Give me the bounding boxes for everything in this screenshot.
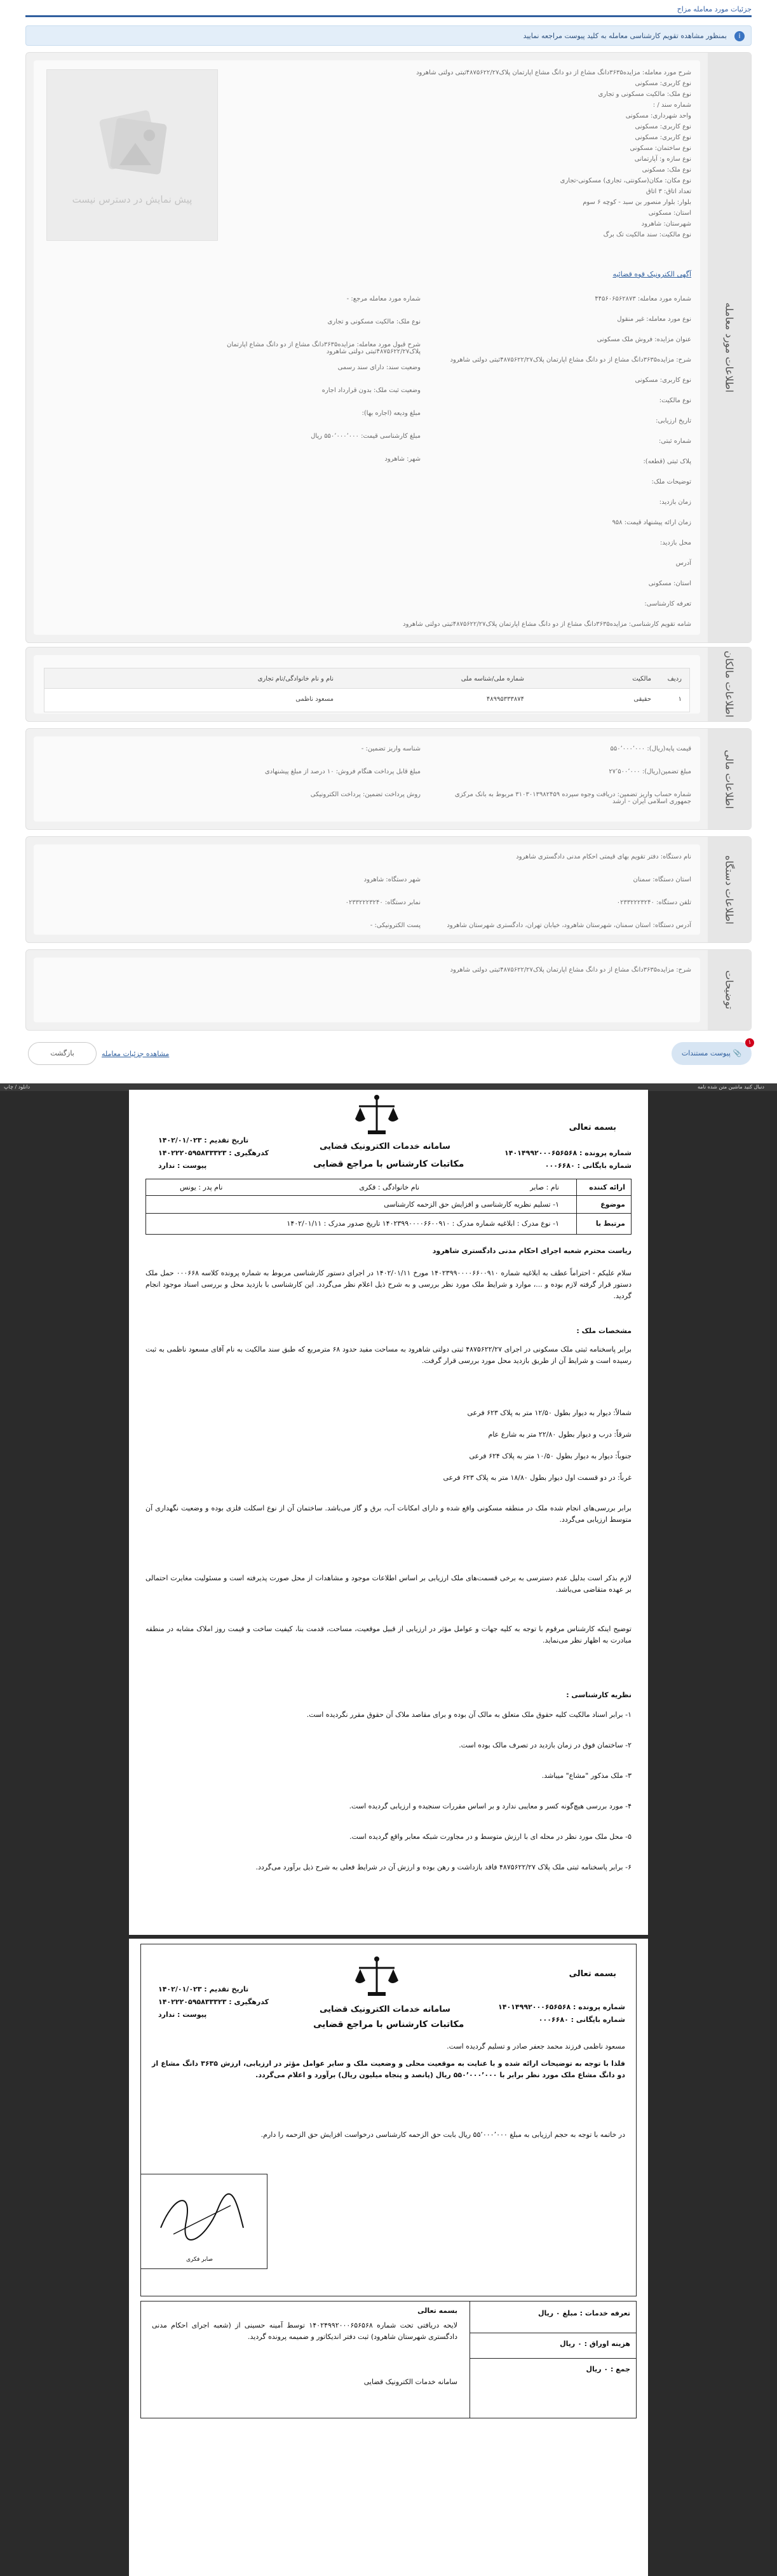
financial-left-line-2: روش پرداخت تضمین: پرداخت الکترونیکی bbox=[310, 791, 421, 798]
field-right-16: شامه تقویم کارشناسی: مزایده۳۶۳۵دانگ مشاع از دو دانگ مشاع اپارتمان پلاک۴۸۷۵۶۲۲/۲۷ثبتی دولتی شاهرود bbox=[403, 621, 691, 628]
field-left-4: وضعیت ثبت ملک: بدون قرارداد اجاره bbox=[321, 387, 421, 394]
field-right-12: محل بازدید: bbox=[659, 539, 691, 546]
doc2-tax: هزینه اوراق : ۰ ریال bbox=[560, 2340, 630, 2348]
doc1-para2: برابر بررسی‌های انجام شده ملک در منطقه مسکونی واقع شده و دارای امکانات آب، برق و گاز می‌باشد. ساختمان آن از نوع اسکلت فلزی بوده و وضعیت نگهداری آن متوسط ارزیابی می‌گردد. bbox=[145, 1504, 632, 1524]
doc1-opinion-2: ۳- ملک مذکور "مشاع" میباشد. bbox=[541, 1772, 632, 1780]
attachments-button[interactable] bbox=[672, 1042, 752, 1065]
description-text: شرح: مزایده۳۶۳۵دانگ مشاع از دو دانگ مشاع اپارتمان پلاک۴۸۷۵۶۲۲/۲۷ثبتی دولتی شاهرود bbox=[450, 966, 691, 973]
col-row: ردیف bbox=[667, 675, 682, 682]
doc1-opinion-1: ۲- ساختمان فوق در زمان بازدید در تصرف مالک بوده است. bbox=[459, 1741, 632, 1749]
doc2-footer-rule-2 bbox=[470, 2358, 637, 2359]
org-left-line-2: پست الکترونیکی: - bbox=[370, 922, 421, 929]
doc1-sender-father: نام پدر : یونس bbox=[180, 1183, 223, 1191]
summary-line-7: نوع ساختمان: مسکونی bbox=[630, 145, 691, 152]
table-row bbox=[44, 689, 689, 712]
deal-info-body bbox=[34, 60, 700, 635]
owners-card bbox=[25, 647, 752, 722]
col-national-id: شماره ملی/شناسه ملی bbox=[461, 675, 524, 682]
viewer-toolbar-left[interactable]: دانلود / چاپ bbox=[4, 1084, 30, 1090]
financial-left-line-1: مبلغ قابل پرداخت هنگام فروش: ۱۰ درصد از مبلغ پیشنهادی bbox=[264, 768, 421, 775]
deal-info-title: اطلاعات مورد معامله bbox=[723, 302, 736, 393]
financial-left-line-0: شناسه واریز تضمین: - bbox=[361, 745, 421, 752]
doc2-archive-no: شماره بایگانی : ۰۰۰۶۶۸۰ bbox=[538, 2016, 625, 2024]
field-right-3: شرح: مزایده۳۶۳۵دانگ مشاع از دو دانگ مشاع اپارتمان پلاک۴۸۷۵۶۲۲/۲۷ثبتی دولتی شاهرود bbox=[450, 356, 691, 363]
doc1-archive-no: شماره بایگانی : ۰۰۰۶۶۸۰ bbox=[544, 1162, 632, 1170]
doc2-attachment: پیوست : ندارد bbox=[158, 2010, 207, 2019]
cell-type: حقیقی bbox=[633, 696, 651, 703]
scales-logo-icon bbox=[351, 1955, 402, 2000]
document-viewer[interactable] bbox=[0, 1083, 777, 2576]
doc1-basmala: بسمه تعالی bbox=[569, 1123, 616, 1132]
owners-table bbox=[44, 668, 690, 712]
info-icon: i bbox=[734, 31, 745, 41]
org-right-line-2: تلفن دستگاه: ۰۲۳۳۲۲۲۳۲۴۰ bbox=[616, 899, 691, 906]
doc1-file-no: شماره پرونده : ۱۴۰۱۴۹۹۲۰۰۰۶۵۶۵۶۸ bbox=[504, 1149, 632, 1157]
doc1-opinion-heading: نظریه کارشناسی : bbox=[566, 1691, 632, 1699]
summary-line-1: نوع کاربری: مسکونی bbox=[635, 80, 691, 87]
org-right-line-1: استان دستگاه: سمنان bbox=[633, 876, 691, 883]
summary-line-12: بلوار: بلوار منصور بن سبد - کوچه ۶ سوم bbox=[583, 199, 691, 206]
doc1-sender-first: نام : صابر bbox=[530, 1183, 559, 1191]
attachment-count-badge: ۱ bbox=[745, 1038, 754, 1047]
col-type: مالکیت bbox=[632, 675, 651, 682]
summary-line-11: تعداد اتاق: ۳ اتاق bbox=[645, 188, 691, 195]
org-right-line-3: آدرس دستگاه: استان سمنان، شهرستان شاهرود، خیابان تهران، دادگستری شهرستان شاهرود bbox=[447, 922, 691, 929]
financial-side bbox=[708, 729, 751, 829]
org-left-line-1: نمابر دستگاه: ۰۲۳۳۲۲۲۳۲۴۰ bbox=[345, 899, 421, 906]
cell-owner-name: مسعود ناظمی bbox=[295, 696, 334, 703]
doc1-spec-heading: مشخصات ملک : bbox=[576, 1327, 632, 1335]
owners-table-header bbox=[44, 668, 689, 689]
doc1-para3: لازم بذکر است بدلیل عدم دسترسی به برخی قسمت‌های ملک ارزیابی بر اساس اطلاعات موجود و مشاهدات از محل صورت پذیرفته است و مسئولیت مغایرت احتمالی بر عهده متقاضی می‌باشد. bbox=[145, 1574, 632, 1594]
notice-banner bbox=[25, 25, 752, 46]
description-card bbox=[25, 949, 752, 1031]
field-right-1: نوع مورد معامله: غیر منقول bbox=[617, 316, 691, 323]
doc1-related-label: مرتبط با bbox=[595, 1219, 625, 1228]
doc1-attachment: پیوست : ندارد bbox=[158, 1162, 207, 1170]
doc2-file-no: شماره پرونده : ۱۴۰۱۴۹۹۲۰۰۰۶۵۶۵۶۸ bbox=[498, 2003, 625, 2011]
col-owner-name: نام و نام خانوادگی/نام تجاری bbox=[257, 675, 334, 682]
doc2-footer-basmala: بسمه تعالی bbox=[417, 2307, 457, 2315]
financial-title: اطلاعات مالی bbox=[723, 749, 736, 809]
doc2-org-sub: مکاتبات کارشناس با مراجع قضایی bbox=[313, 2019, 464, 2030]
field-right-0: شماره مورد معامله: ۴۴۵۶۰۶۵۶۲۸۷۳ bbox=[595, 295, 691, 302]
summary-line-15: نوع مالکیت: سند مالکیت تک برگ bbox=[603, 231, 691, 238]
doc1-para4: توضیح اینکه کارشناس مرقوم با توجه به کلیه جهات و عوامل مؤثر در ارزیابی از قبیل موقعیت، مساحت، قدمت بنا، کیفیت ساخت و قیمت روز املاک مشابه در منطقه مبادرت به اظهار نظر می‌نماید. bbox=[145, 1625, 632, 1644]
summary-line-8: نوع سازه و: آپارتمانی bbox=[634, 156, 691, 163]
doc1-rule-col bbox=[576, 1179, 577, 1235]
doc1-bound-3: غرباً: در دو قسمت اول دیوار بطول ۱۸/۸۰ متر به پلاک ۶۲۳ فرعی bbox=[443, 1474, 632, 1482]
financial-right-line-1: مبلغ تضمین(ریال): ۲۷٬۵۰۰٬۰۰۰ bbox=[609, 768, 691, 775]
org-title: اطلاعات دستگاه bbox=[723, 855, 736, 925]
org-body bbox=[34, 844, 700, 935]
field-left-2: شرح قبول مورد معامله: مزایده۳۶۳۵دانگ مشاع از دو دانگ مشاع اپارتمان پلاک۴۸۷۵۶۲۲/۲۷ثبتی دولتی شاهرود bbox=[226, 341, 421, 355]
doc1-heading: ریاست محترم شعبه اجرای احکام مدنی دادگستری شاهرود bbox=[432, 1247, 632, 1255]
doc1-spec-text: برابر پاسخنامه ثبتی ملک مسکونی در اجرای ۴۸۷۵۶۲۲/۲۷ ثبتی دولتی شاهرود به مساحت مفید حدود ۶۸ مترمربع که طبق سند مالکیت به نام آقای مسعود ناظمی به ثبت رسیده است و شرایط آن از طریق بازدید محل مورد بررسی قرار گرفت. bbox=[145, 1345, 632, 1365]
summary-line-6: نوع کاربری: مسکونی bbox=[635, 134, 691, 141]
doc1-subject: ۱- تسلیم نظریه کارشناسی و افزایش حق الزحمه کارشناسی bbox=[384, 1200, 559, 1209]
field-right-10: زمان بازدید: bbox=[659, 499, 691, 506]
field-right-9: توضیحات ملک: bbox=[651, 478, 691, 485]
field-right-7: شماره ثبتی: bbox=[659, 438, 691, 445]
image-placeholder-icon bbox=[91, 105, 173, 181]
doc2-footer-box bbox=[140, 2301, 637, 2418]
financial-right-line-0: قیمت پایه(ریال): ۵۵۰٬۰۰۰٬۰۰۰ bbox=[610, 745, 691, 752]
field-right-2: عنوان مزایده: فروش ملک مسکونی bbox=[597, 336, 691, 343]
doc2-total: جمع : ۰ ریال bbox=[586, 2365, 630, 2373]
doc2-footer-org: سامانه خدمات الکترونیک قضایی bbox=[363, 2378, 457, 2386]
photo-unavailable-text: پیش نمایش در دسترس نیست bbox=[72, 194, 193, 205]
document-page-2 bbox=[129, 1939, 648, 2576]
doc2-para1: فلذا با توجه به توضیحات ارائه شده و با عنایت به موقعیت محلی و وضعیت ملک و سایر عوامل مؤثر در ارزیابی، ارزش ۳۶۳۵ دانگ مشاع از دو دانگ مشاع ملک مورد نظر برابر با ۵۵۰٬۰۰۰٬۰۰۰ ریال (پانصد و پنجاه میلیون ریال) برآورد و اعلام می‌گردد. bbox=[152, 2059, 625, 2079]
doc1-opinion-0: ۱- برابر اسناد مالکیت کلیه حقوق ملک متعلق به مالک آن بوده و برای مقاصد ملاک آن حقوق مقرر نگردیده است. bbox=[306, 1711, 632, 1719]
doc1-org-name: سامانه خدمات الکترونیک قضایی bbox=[320, 1142, 450, 1151]
doc1-bound-0: شمالاً: دیوار به دیوار بطول ۱۲/۵۰ متر به پلاک ۶۲۳ فرعی bbox=[467, 1409, 632, 1417]
document-page-1 bbox=[129, 1090, 648, 1935]
doc2-footer-text: لایحه دریافتی تحت شماره ۱۴۰۲۴۹۹۲۰۰۰۶۵۶۵۶۸ توسط آمینه حسینی از (شعبه اجرای احکام مدنی دادگستری شهرستان شاهرود) ثبت دفتر اندیکاتور و ضمیمه پرونده گردید. bbox=[152, 2321, 457, 2341]
back-button[interactable]: بازگشت bbox=[28, 1042, 97, 1065]
summary-line-14: شهرستان: شاهرود bbox=[641, 220, 691, 227]
title-underline bbox=[25, 15, 752, 17]
summary-line-4: واحد شهرداری: مسکونی bbox=[625, 112, 691, 119]
doc2-line1: مسعود ناظمی فرزند محمد جعفر صادر و تسلیم گردیده است. bbox=[447, 2042, 625, 2051]
summary-line-9: نوع ملک: مسکونی bbox=[642, 166, 691, 173]
page-title: جزئیات مورد معامله مزاح bbox=[677, 5, 752, 13]
owners-side bbox=[708, 647, 751, 721]
field-right-13: آدرس bbox=[675, 560, 691, 567]
scales-logo-icon bbox=[351, 1094, 402, 1138]
viewer-toolbar-right: دنبال کنید ماشین متن شده نامه bbox=[697, 1084, 764, 1090]
doc2-org-name: سامانه خدمات الکترونیک قضایی bbox=[320, 2005, 450, 2014]
deal-info-side bbox=[708, 53, 751, 642]
doc1-bound-1: شرقاً: درب و دیوار بطول ۲۲/۸۰ متر به شارع عام bbox=[488, 1430, 632, 1439]
org-left-line-0: شهر دستگاه: شاهرود bbox=[363, 876, 421, 883]
description-side bbox=[708, 950, 751, 1030]
paperclip-icon: 📎 bbox=[733, 1049, 742, 1057]
summary-line-3: شماره سند / : bbox=[652, 102, 691, 109]
case-link[interactable]: آگهی الکترونیک قوه قضائیه bbox=[612, 270, 691, 278]
description-title: توضیحات bbox=[723, 970, 736, 1010]
doc1-intro: سلام علیکم - احتراماً عطف به ابلاغیه شماره ۱۴۰۲۳۹۹۰۰۰۰۶۶۰۰۹۱۰ مورخ ۱۴۰۲/۰۱/۱۱ در اجرای دستور کارشناسی مربوط به شماره پرونده کلاسه ۰۰۰۶۶۸ حمل ملک دستور قرار گرفته لازم بوده و ...، موارد و شرایط ملک مورد نظر بررسی و به شرح ذیل اعلام نظر می‌گردد. این کارشناسی با بازدید محل و بررسی اسناد موجود انجام گردید. bbox=[145, 1269, 632, 1300]
cell-national-id: ۴۸۹۹۵۳۳۳۸۷۴ bbox=[486, 696, 524, 703]
doc2-tariff: تعرفه خدمات : مبلغ ۰ ریال bbox=[537, 2309, 630, 2317]
financial-right-line-2: شماره حساب واریز تضمین: دریافت وجوه سپرده ۳۱۰۳۰۱۳۹۸۲۴۵۹ مربوط به بانک مرکزی جمهوری اسلامی ایران - ارشد bbox=[454, 791, 691, 805]
doc2-date: تاریخ تقدیم : ۱۴۰۲/۰۱/۰۲۳ bbox=[158, 1985, 249, 1993]
doc1-bound-2: جنوباً: دیوار به دیوار بطول ۱۰/۵۰ متر به پلاک ۶۲۴ فرعی bbox=[469, 1452, 632, 1460]
org-card bbox=[25, 836, 752, 943]
summary-line-2: نوع ملک: مالکیت مسکونی و تجاری bbox=[598, 91, 691, 98]
doc1-opinion-3: ۴- مورد بررسی هیچ‌گونه کسر و معایبی ندارد و بر اساس مقررات سنجیده و ارزیابی گردیده است. bbox=[349, 1802, 632, 1810]
summary-line-5: نوع کاربری: مسکونی bbox=[635, 123, 691, 130]
field-left-6: مبلغ کارشناسی قیمت: ۵۵۰٬۰۰۰٬۰۰۰ ریال bbox=[311, 433, 421, 440]
field-right-15: تعرفه کارشناسی: bbox=[644, 600, 691, 607]
doc1-opinion-4: ۵- محل ملک مورد نظر در محله ای با ارزش متوسط و در مجاورت شبکه معابر واقع گردیده است. bbox=[349, 1833, 632, 1841]
field-right-5: نوع مالکیت: bbox=[659, 397, 691, 404]
doc1-rule-1 bbox=[145, 1195, 632, 1196]
field-right-11: زمان ارائه پیشنهاد قیمت: ۹۵۸ bbox=[612, 519, 691, 526]
doc1-date: تاریخ تقدیم : ۱۴۰۲/۰۱/۰۲۳ bbox=[158, 1136, 249, 1144]
field-left-7: شهر: شاهرود bbox=[384, 456, 421, 463]
summary-line-10: نوع مکان: مکان(سکونتی، تجاری) مسکونی-تجاری bbox=[560, 177, 691, 184]
deal-info-card bbox=[25, 52, 752, 643]
field-right-8: پلاک ثبتی (قطعه): bbox=[643, 458, 691, 465]
field-right-4: نوع کاربری: مسکونی bbox=[635, 377, 691, 384]
doc1-related: ۱- نوع مدرک : ابلاغیه شماره مدرک : ۱۴۰۲۳۹۹۰۰۰۰۶۶۰۰۹۱۰ تاریخ صدور مدرک : ۱۴۰۲/۰۱/۱۱ bbox=[287, 1219, 559, 1228]
org-right-line-0: نام دستگاه: دفتر تقویم بهای قیمتی احکام مدنی دادگستری شاهرود bbox=[516, 853, 691, 860]
doc2-tracking: کدرهگیری : ۱۴۰۲۲۲۰۵۹۵۸۳۳۳۲۳ bbox=[158, 1998, 269, 2006]
doc2-sign-name: صابر فکری bbox=[186, 2256, 213, 2263]
doc2-basmala: بسمه تعالی bbox=[569, 1969, 616, 1979]
attachments-label: پیوست مستندات bbox=[681, 1049, 731, 1057]
doc2-para2: در خاتمه با توجه به حجم ارزیابی به مبلغ ۵۵٬۰۰۰٬۰۰۰ ریال بابت حق الزحمه کارشناسی درخواست افزایش حق الزحمه را دارم. bbox=[260, 2131, 625, 2139]
financial-body bbox=[34, 736, 700, 822]
field-left-3: وضعیت سند: دارای سند رسمی bbox=[337, 364, 421, 371]
notice-text: بمنظور مشاهده تقویم کارشناسی معامله به کلید پیوست مراجعه نمایید bbox=[523, 32, 727, 40]
owners-body bbox=[34, 655, 700, 714]
field-right-6: تاریخ ارزیابی: bbox=[656, 417, 691, 424]
summary-line-0: شرح مورد معامله: مزایده۳۶۳۵دانگ مشاع از دو دانگ مشاع اپارتمان پلاک۴۸۷۵۶۲۲/۲۷ثبتی دولتی شاهرود bbox=[416, 69, 691, 76]
doc1-subject-label: موضوع bbox=[600, 1200, 625, 1209]
doc1-rule-2 bbox=[145, 1213, 632, 1214]
photo-placeholder bbox=[46, 69, 218, 241]
financial-card bbox=[25, 728, 752, 830]
doc1-tracking: کدرهگیری : ۱۴۰۲۲۲۰۵۹۵۸۳۳۳۲۳ bbox=[158, 1149, 269, 1157]
field-right-14: استان: مسکونی bbox=[648, 580, 691, 587]
field-left-1: نوع ملک: مالکیت مسکونی و تجاری bbox=[327, 318, 421, 325]
doc1-sender-last: نام خانوادگی : فکری bbox=[359, 1183, 419, 1191]
doc1-org-sub: مکاتبات کارشناس با مراجع قضایی bbox=[313, 1159, 464, 1169]
cell-row: ۱ bbox=[678, 696, 682, 703]
description-body bbox=[34, 958, 700, 1022]
field-left-5: مبلغ ودیعه (اجاره بها): bbox=[361, 410, 421, 417]
doc1-sender-label: ارائه کننده bbox=[589, 1183, 625, 1191]
owners-title: اطلاعات مالکان bbox=[723, 651, 736, 718]
org-side bbox=[708, 837, 751, 942]
doc1-opinion-5: ۶- برابر پاسخنامه ثبتی ملک پلاک ۴۸۷۵۶۲۲/۲۷ فاقد بازداشت و رهن بوده و ارزش آن در شرایط فعلی به شرح ذیل برآورد می‌گردد. bbox=[255, 1863, 632, 1871]
signature-icon bbox=[154, 2183, 250, 2247]
view-details-link[interactable]: مشاهده جزئیات معامله bbox=[102, 1050, 170, 1058]
summary-line-13: استان: مسکونی bbox=[648, 210, 691, 217]
field-left-0: شماره مورد معامله مرجع: - bbox=[346, 295, 421, 302]
